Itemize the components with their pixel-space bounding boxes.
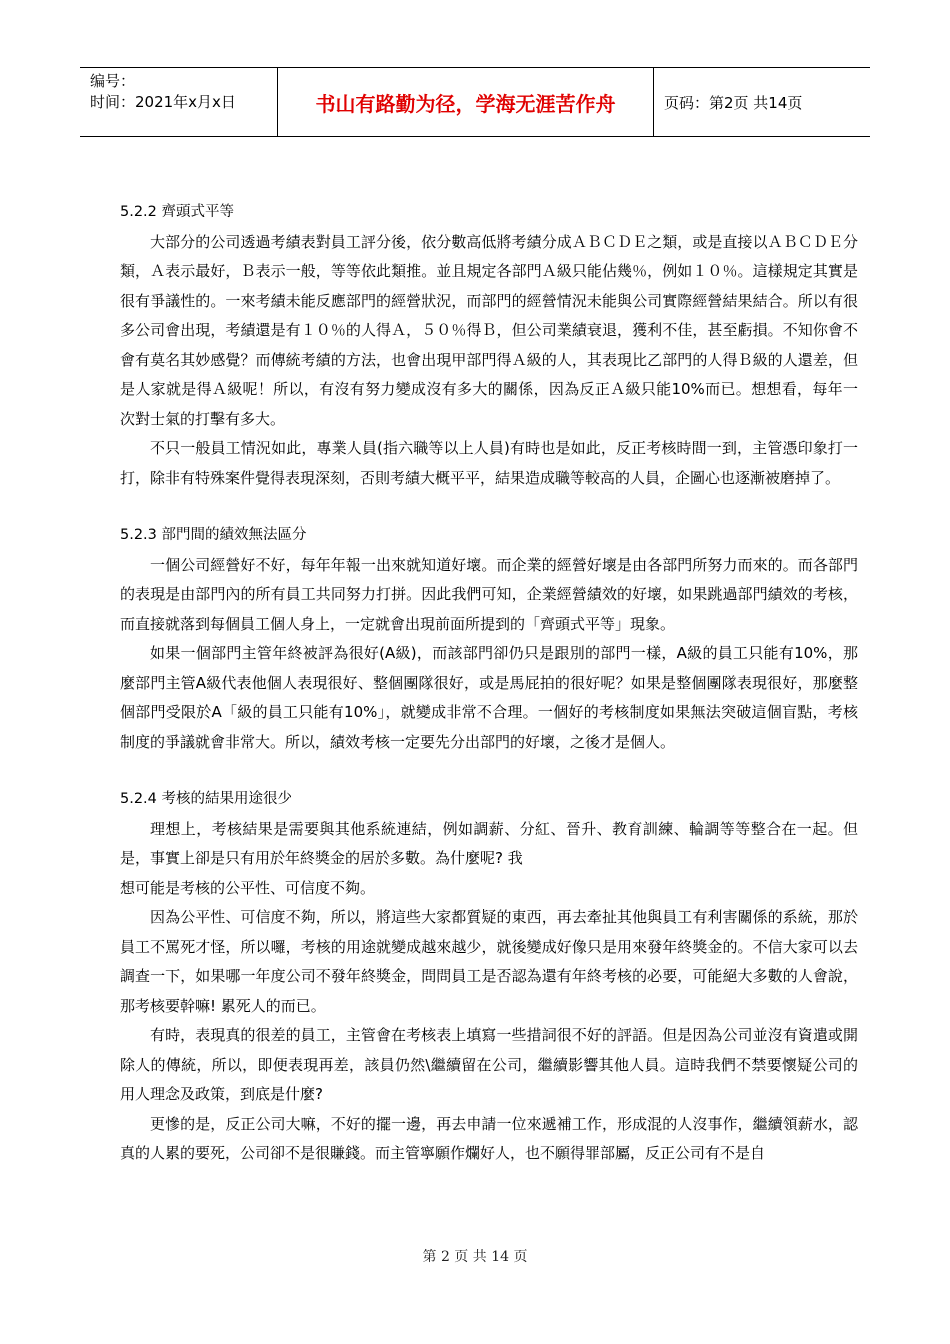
time-label: 时间：2021年x月x日 (90, 93, 236, 111)
paragraph: 一個公司經營好不好，每年年報一出來就知道好壞。而企業的經營好壞是由各部門所努力而來的。而各部門的表現是由部門內的所有員工共同努力打拼。因此我們可知，企業經營績效的好壞，如果跳過部門績效的考核，而直接就落到每個員工個人身上，一定就會出現前面所提到的「齊頭式平等」現象。 (120, 555, 858, 633)
header-left-cell (80, 68, 278, 136)
paragraph: 更慘的是，反正公司大嘛，不好的擺一邊，再去申請一位來遞補工作，形成混的人沒事作，繼續領薪水，認真的人累的要死，公司卻不是很賺錢。而主管寧願作爛好人，也不願得罪部屬，反正公司有不是自 (120, 1114, 858, 1162)
paragraph: 如果一個部門主管年終被評為很好(A級)，而該部門卻仍只是跟別的部門一樣，A級的員工只能有10%，那麼部門主管A級代表他個人表現很好、整個團隊很好，或是馬屁拍的很好呢？如果是整個團隊表現很好，那麼整個部門受限於A「級的員工只能有10%」，就變成非常不合理。一個好的考核制度如果無法突破這個盲點，考核制度的爭議就會非常大。所以，績效考核一定要先分出部門的好壞，之後才是個人。 (120, 644, 858, 751)
section-title: 5.2.4 考核的結果用途很少 (120, 791, 293, 807)
page-footer: 第 2 页 共 14 页 (422, 1249, 528, 1265)
paragraph: 不只一般員工情況如此，專業人員(指六職等以上人員)有時也是如此，反正考核時間一到，主管憑印象打一打，除非有特殊案件覺得表現深刻，否則考績大概平平，結果造成職等較高的人員，企圖心也逐漸被磨掉了。 (120, 439, 858, 487)
paragraph: 大部分的公司透過考績表對員工評分後，依分數高低將考績分成ＡＢＣＤＥ之類，或是直接以ＡＢＣＤＥ分類，Ａ表示最好，Ｂ表示一般，等等依此類推。並且規定各部門Ａ級只能佔幾％，例如１０％。這樣規定其實是很有爭議性的。一來考績未能反應部門的經營狀況，而部門的經營情況未能與公司實際經營結果結合。所以有很多公司會出現，考績還是有１０％的人得Ａ，５０％得Ｂ，但公司業績衰退，獲利不佳，甚至虧損。不知你會不會有莫名其妙感覺？而傳統考績的方法，也會出現甲部門得Ａ級的人，其表現比乙部門的人得Ｂ級的人還差，但是人家就是得Ａ級呢！所以，有沒有努力變成沒有多大的關係，因為反正Ａ級只能10%而已。想想看，每年一次對士氣的打擊有多大。 (120, 232, 858, 428)
header-page-label: 页码：第2页 共14页 (664, 93, 803, 112)
section-title: 5.2.2 齊頭式平等 (120, 204, 235, 220)
paragraph: 有時，表現真的很差的員工，主管會在考核表上填寫一些措詞很不好的評語。但是因為公司並沒有資遣或開除人的傳統，所以，即便表現再差，該員仍然\繼續留在公司，繼續影響其他人員。這時我們不禁要懷疑公司的用人理念及政策，到底是什麼? (120, 1026, 858, 1103)
page-header (80, 67, 870, 137)
number-label: 编号： (90, 72, 136, 90)
paragraph: 理想上，考核結果是需要與其他系統連結，例如調薪、分紅、晉升、教育訓練、輪調等等整合在一起。但是，事實上卻是只有用於年終獎金的居於多數。為什麼呢? 我 (120, 819, 858, 867)
section-title: 5.2.3 部門間的績效無法區分 (120, 527, 307, 543)
document-body (120, 198, 858, 1169)
header-motto: 书山有路勤为径，学海无涯苦作舟 (278, 68, 654, 136)
paragraph-continuation: 想可能是考核的公平性、可信度不夠。 (120, 878, 376, 897)
paragraph: 因為公平性、可信度不夠，所以，將這些大家都質疑的東西，再去牽扯其他與員工有利害關係的系統，那於員工不罵死才怪，所以囉，考核的用途就變成越來越少，就後變成好像只是用來發年終獎金的。不信大家可以去調查一下，如果哪一年度公司不發年終獎金，問問員工是否認為還有年終考核的必要，可能絕大多數的人會說，那考核要幹嘛! 累死人的而已。 (120, 908, 858, 1015)
